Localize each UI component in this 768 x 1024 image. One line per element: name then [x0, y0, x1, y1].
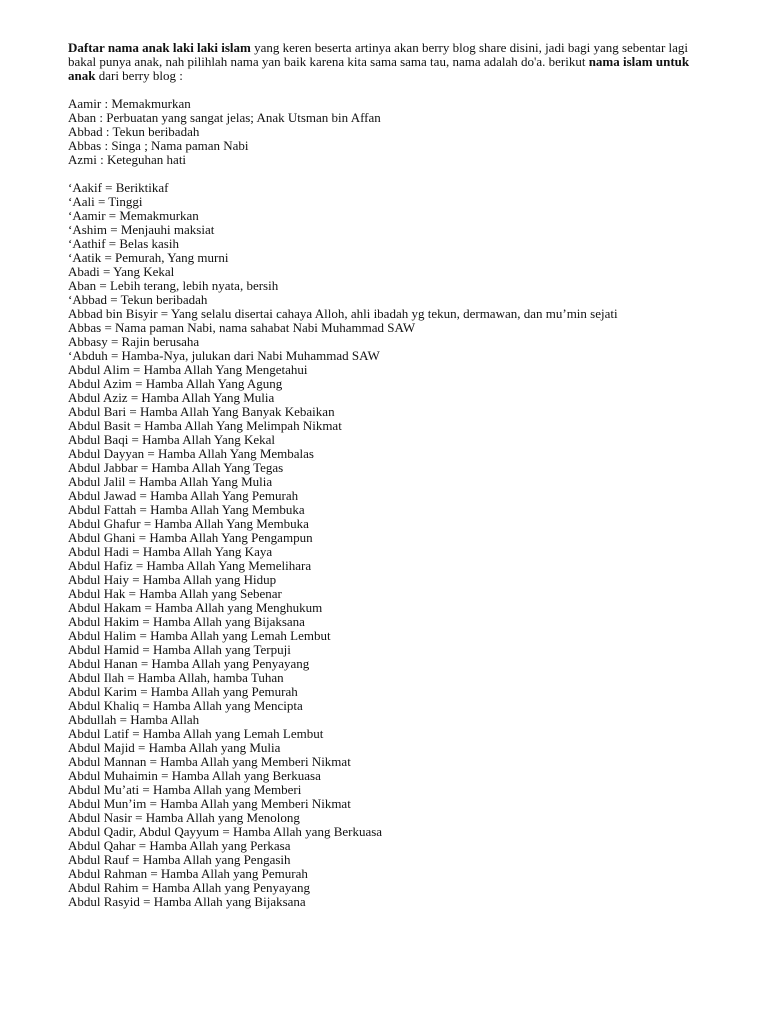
- list-item: Abbasy = Rajin berusaha: [68, 334, 200, 349]
- list-item: Aban : Perbuatan yang sangat jelas; Anak Utsman bin Affan: [68, 110, 381, 125]
- list-item: Abdul Qadir, Abdul Qayyum = Hamba Allah yang Berkuasa: [68, 824, 383, 839]
- list-item: Abdul Qahar = Hamba Allah yang Perkasa: [68, 838, 291, 853]
- list-item: Abdul Hakim = Hamba Allah yang Bijaksana: [68, 614, 305, 629]
- list-item: ‘Abduh = Hamba-Nya, julukan dari Nabi Muhammad SAW: [68, 348, 380, 363]
- list-item: Abdul Haiy = Hamba Allah yang Hidup: [68, 572, 277, 587]
- intro-bold-keyword: nama islam untuk anak: [68, 54, 690, 83]
- list-item: ‘Aatik = Pemurah, Yang murni: [68, 250, 229, 265]
- list-item: Abdul Hamid = Hamba Allah yang Terpuji: [68, 642, 291, 657]
- list-item: Abbas : Singa ; Nama paman Nabi: [68, 138, 249, 153]
- list-item: Abdul Hakam = Hamba Allah yang Menghukum: [68, 600, 323, 615]
- list-item: Abdul Nasir = Hamba Allah yang Menolong: [68, 810, 300, 825]
- list-item: ‘Aamir = Memakmurkan: [68, 208, 199, 223]
- list-item: Abdul Baqi = Hamba Allah Yang Kekal: [68, 432, 276, 447]
- list-item: Abdul Hanan = Hamba Allah yang Penyayang: [68, 656, 310, 671]
- list-item: Abdul Mannan = Hamba Allah yang Memberi Nikmat: [68, 754, 351, 769]
- list-item: Abdul Halim = Hamba Allah yang Lemah Lembut: [68, 628, 331, 643]
- list-item: ‘Abbad = Tekun beribadah: [68, 292, 208, 307]
- list-item: Abdul Rahman = Hamba Allah yang Pemurah: [68, 866, 308, 881]
- list-item: Abbad : Tekun beribadah: [68, 124, 200, 139]
- list-item: Abdul Khaliq = Hamba Allah yang Mencipta: [68, 698, 303, 713]
- list-item: Abdul Majid = Hamba Allah yang Mulia: [68, 740, 281, 755]
- spacer: [68, 83, 708, 97]
- list-item: Abdul Hadi = Hamba Allah Yang Kaya: [68, 544, 273, 559]
- list-item: Abdul Muhaimin = Hamba Allah yang Berkuasa: [68, 768, 321, 783]
- list-item: Abdullah = Hamba Allah: [68, 712, 200, 727]
- intro-text-end: dari berry blog :: [95, 68, 183, 83]
- list-item: Abdul Basit = Hamba Allah Yang Melimpah Nikmat: [68, 418, 342, 433]
- list-item: ‘Aali = Tinggi: [68, 194, 143, 209]
- list-item: ‘Ashim = Menjauhi maksiat: [68, 222, 215, 237]
- list-item: Abdul Mu’ati = Hamba Allah yang Memberi: [68, 782, 302, 797]
- list-item: Abdul Rahim = Hamba Allah yang Penyayang: [68, 880, 311, 895]
- list-item: Abdul Rauf = Hamba Allah yang Pengasih: [68, 852, 291, 867]
- list-item: Abdul Latif = Hamba Allah yang Lemah Lembut: [68, 726, 324, 741]
- list-item: Abdul Ilah = Hamba Allah, hamba Tuhan: [68, 670, 284, 685]
- list-item: Abdul Hak = Hamba Allah yang Sebenar: [68, 586, 282, 601]
- intro-bold-title: Daftar nama anak laki laki islam: [68, 40, 251, 55]
- list-item: Abdul Aziz = Hamba Allah Yang Mulia: [68, 390, 275, 405]
- name-list-short: [68, 97, 708, 167]
- list-item: Abdul Mun’im = Hamba Allah yang Memberi Nikmat: [68, 796, 351, 811]
- list-item: Abdul Hafiz = Hamba Allah Yang Memelihara: [68, 558, 312, 573]
- list-item: Abdul Rasyid = Hamba Allah yang Bijaksana: [68, 894, 306, 909]
- document-page: [68, 41, 708, 909]
- list-item: Abbad bin Bisyir = Yang selalu disertai cahaya Alloh, ahli ibadah yg tekun, dermawan, dan mu’min sejati: [68, 306, 618, 321]
- list-item: Aban = Lebih terang, lebih nyata, bersih: [68, 278, 279, 293]
- list-item: Abdul Jawad = Hamba Allah Yang Pemurah: [68, 488, 299, 503]
- list-item: ‘Aakif = Beriktikaf: [68, 180, 169, 195]
- list-item: Abdul Alim = Hamba Allah Yang Mengetahui: [68, 362, 308, 377]
- intro-paragraph: [68, 41, 708, 83]
- list-item: Abbas = Nama paman Nabi, nama sahabat Nabi Muhammad SAW: [68, 320, 416, 335]
- list-item: Abdul Dayyan = Hamba Allah Yang Membalas: [68, 446, 314, 461]
- list-item: Abadi = Yang Kekal: [68, 264, 175, 279]
- spacer: [68, 167, 708, 181]
- intro-text: yang keren beserta artinya akan berry blog share disini, jadi bagi yang sebentar lagi bakal punya anak, nah pilihlah nama yan baik karena kita sama sama tau, nama adalah do'a. berikut: [68, 40, 689, 69]
- list-item: Abdul Bari = Hamba Allah Yang Banyak Kebaikan: [68, 404, 335, 419]
- list-item: ‘Aathif = Belas kasih: [68, 236, 179, 251]
- list-item: Abdul Ghani = Hamba Allah Yang Pengampun: [68, 530, 313, 545]
- name-list-long: [68, 181, 708, 909]
- list-item: Abdul Jalil = Hamba Allah Yang Mulia: [68, 474, 273, 489]
- list-item: Abdul Fattah = Hamba Allah Yang Membuka: [68, 502, 305, 517]
- list-item: Abdul Ghafur = Hamba Allah Yang Membuka: [68, 516, 309, 531]
- list-item: Abdul Karim = Hamba Allah yang Pemurah: [68, 684, 298, 699]
- list-item: Azmi : Keteguhan hati: [68, 152, 187, 167]
- list-item: Aamir : Memakmurkan: [68, 96, 191, 111]
- list-item: Abdul Azim = Hamba Allah Yang Agung: [68, 376, 283, 391]
- list-item: Abdul Jabbar = Hamba Allah Yang Tegas: [68, 460, 284, 475]
